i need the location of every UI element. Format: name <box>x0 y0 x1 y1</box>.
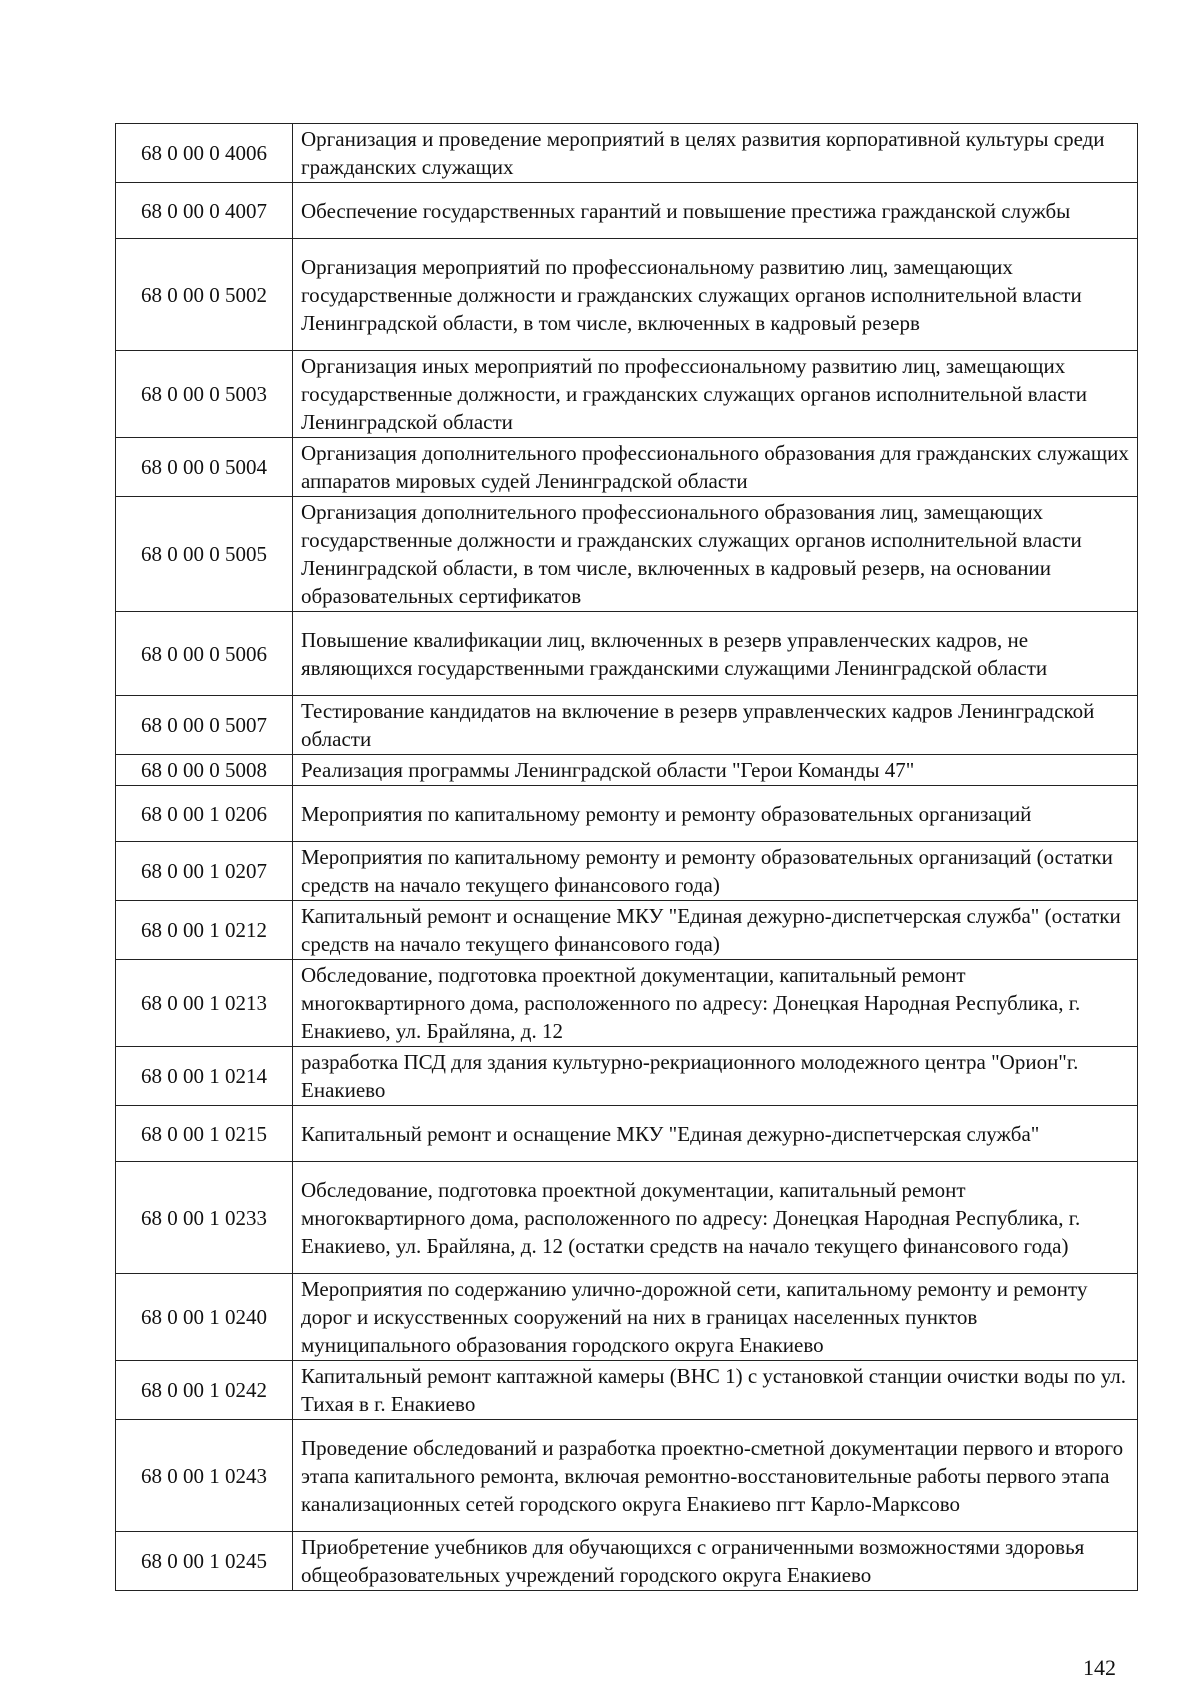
table-row <box>116 497 1138 612</box>
code-cell: 68 0 00 1 0240 <box>116 1274 293 1361</box>
description-cell: Организация мероприятий по профессиональному развитию лиц, замещающих государственные должности и гражданских служащих органов исполнительной власти Ленинградской области, в том числе, включенных в кадровый резерв <box>293 239 1138 351</box>
table-row <box>116 612 1138 696</box>
table-row <box>116 351 1138 438</box>
description-cell: Приобретение учебников для обучающихся с ограниченными возможностями здоровья общеобразовательных учреждений городского округа Енакиево <box>293 1532 1138 1591</box>
code-cell: 68 0 00 1 0213 <box>116 960 293 1047</box>
description-cell: Реализация программы Ленинградской области "Герои Команды 47" <box>293 755 1138 786</box>
table-row <box>116 1047 1138 1106</box>
code-cell: 68 0 00 0 5008 <box>116 755 293 786</box>
description-cell: Организация и проведение мероприятий в целях развития корпоративной культуры среди гражданских служащих <box>293 124 1138 183</box>
code-cell: 68 0 00 1 0245 <box>116 1532 293 1591</box>
code-cell: 68 0 00 0 5002 <box>116 239 293 351</box>
table-row <box>116 786 1138 842</box>
table-row <box>116 1106 1138 1162</box>
description-cell: Повышение квалификации лиц, включенных в резерв управленческих кадров, не являющихся государственными гражданскими служащими Ленинградской области <box>293 612 1138 696</box>
description-cell: Организация дополнительного профессионального образования для гражданских служащих аппаратов мировых судей Ленинградской области <box>293 438 1138 497</box>
code-cell: 68 0 00 0 5005 <box>116 497 293 612</box>
description-cell: Мероприятия по содержанию улично-дорожной сети, капитальному ремонту и ремонту дорог и искусственных сооружений на них в границах населенных пунктов муниципального образования городского округа Енакиево <box>293 1274 1138 1361</box>
table-row <box>116 755 1138 786</box>
table-row <box>116 1162 1138 1274</box>
code-cell: 68 0 00 0 5004 <box>116 438 293 497</box>
table-row <box>116 842 1138 901</box>
code-cell: 68 0 00 0 4006 <box>116 124 293 183</box>
code-cell: 68 0 00 1 0215 <box>116 1106 293 1162</box>
description-cell: Мероприятия по капитальному ремонту и ремонту образовательных организаций <box>293 786 1138 842</box>
code-cell: 68 0 00 1 0206 <box>116 786 293 842</box>
description-cell: Организация иных мероприятий по профессиональному развитию лиц, замещающих государственные должности, и гражданских служащих органов исполнительной власти Ленинградской области <box>293 351 1138 438</box>
table-row <box>116 124 1138 183</box>
table-row <box>116 1420 1138 1532</box>
table-row <box>116 696 1138 755</box>
table-row <box>116 960 1138 1047</box>
code-cell: 68 0 00 0 5003 <box>116 351 293 438</box>
description-cell: Проведение обследований и разработка проектно-сметной документации первого и второго этапа капитального ремонта, включая ремонтно-восстановительные работы первого этапа канализационных сетей городского округа Енакиево пгт Карло-Марксово <box>293 1420 1138 1532</box>
table-row <box>116 1532 1138 1591</box>
table-row <box>116 1274 1138 1361</box>
code-cell: 68 0 00 1 0212 <box>116 901 293 960</box>
code-cell: 68 0 00 1 0243 <box>116 1420 293 1532</box>
budget-code-table <box>115 123 1138 1591</box>
description-cell: Обследование, подготовка проектной документации, капитальный ремонт многоквартирного дома, расположенного по адресу: Донецкая Народная Республика, г. Енакиево, ул. Брайляна, д. 12 <box>293 960 1138 1047</box>
code-cell: 68 0 00 0 4007 <box>116 183 293 239</box>
description-cell: разработка ПСД для здания культурно-рекриационного молодежного центра "Орион"г. Енакиево <box>293 1047 1138 1106</box>
description-cell: Тестирование кандидатов на включение в резерв управленческих кадров Ленинградской области <box>293 696 1138 755</box>
table-row <box>116 438 1138 497</box>
table-row <box>116 183 1138 239</box>
code-cell: 68 0 00 1 0207 <box>116 842 293 901</box>
description-cell: Капитальный ремонт и оснащение МКУ "Единая дежурно-диспетчерская служба" <box>293 1106 1138 1162</box>
code-cell: 68 0 00 1 0214 <box>116 1047 293 1106</box>
table-row <box>116 1361 1138 1420</box>
code-cell: 68 0 00 1 0233 <box>116 1162 293 1274</box>
description-cell: Обеспечение государственных гарантий и повышение престижа гражданской службы <box>293 183 1138 239</box>
description-cell: Обследование, подготовка проектной документации, капитальный ремонт многоквартирного дома, расположенного по адресу: Донецкая Народная Республика, г. Енакиево, ул. Брайляна, д. 12 (остатки средств на начало текущего финансового года) <box>293 1162 1138 1274</box>
description-cell: Капитальный ремонт каптажной камеры (ВНС 1) с установкой станции очистки воды по ул. Тихая в г. Енакиево <box>293 1361 1138 1420</box>
table-row <box>116 901 1138 960</box>
table-row <box>116 239 1138 351</box>
code-cell: 68 0 00 0 5006 <box>116 612 293 696</box>
page-number: 142 <box>1083 1655 1116 1680</box>
code-cell: 68 0 00 1 0242 <box>116 1361 293 1420</box>
description-cell: Организация дополнительного профессионального образования лиц, замещающих государственные должности и гражданских служащих органов исполнительной власти Ленинградской области, в том числе, включенных в кадровый резерв, на основании образовательных сертификатов <box>293 497 1138 612</box>
description-cell: Мероприятия по капитальному ремонту и ремонту образовательных организаций (остатки средств на начало текущего финансового года) <box>293 842 1138 901</box>
description-cell: Капитальный ремонт и оснащение МКУ "Единая дежурно-диспетчерская служба" (остатки средств на начало текущего финансового года) <box>293 901 1138 960</box>
code-cell: 68 0 00 0 5007 <box>116 696 293 755</box>
